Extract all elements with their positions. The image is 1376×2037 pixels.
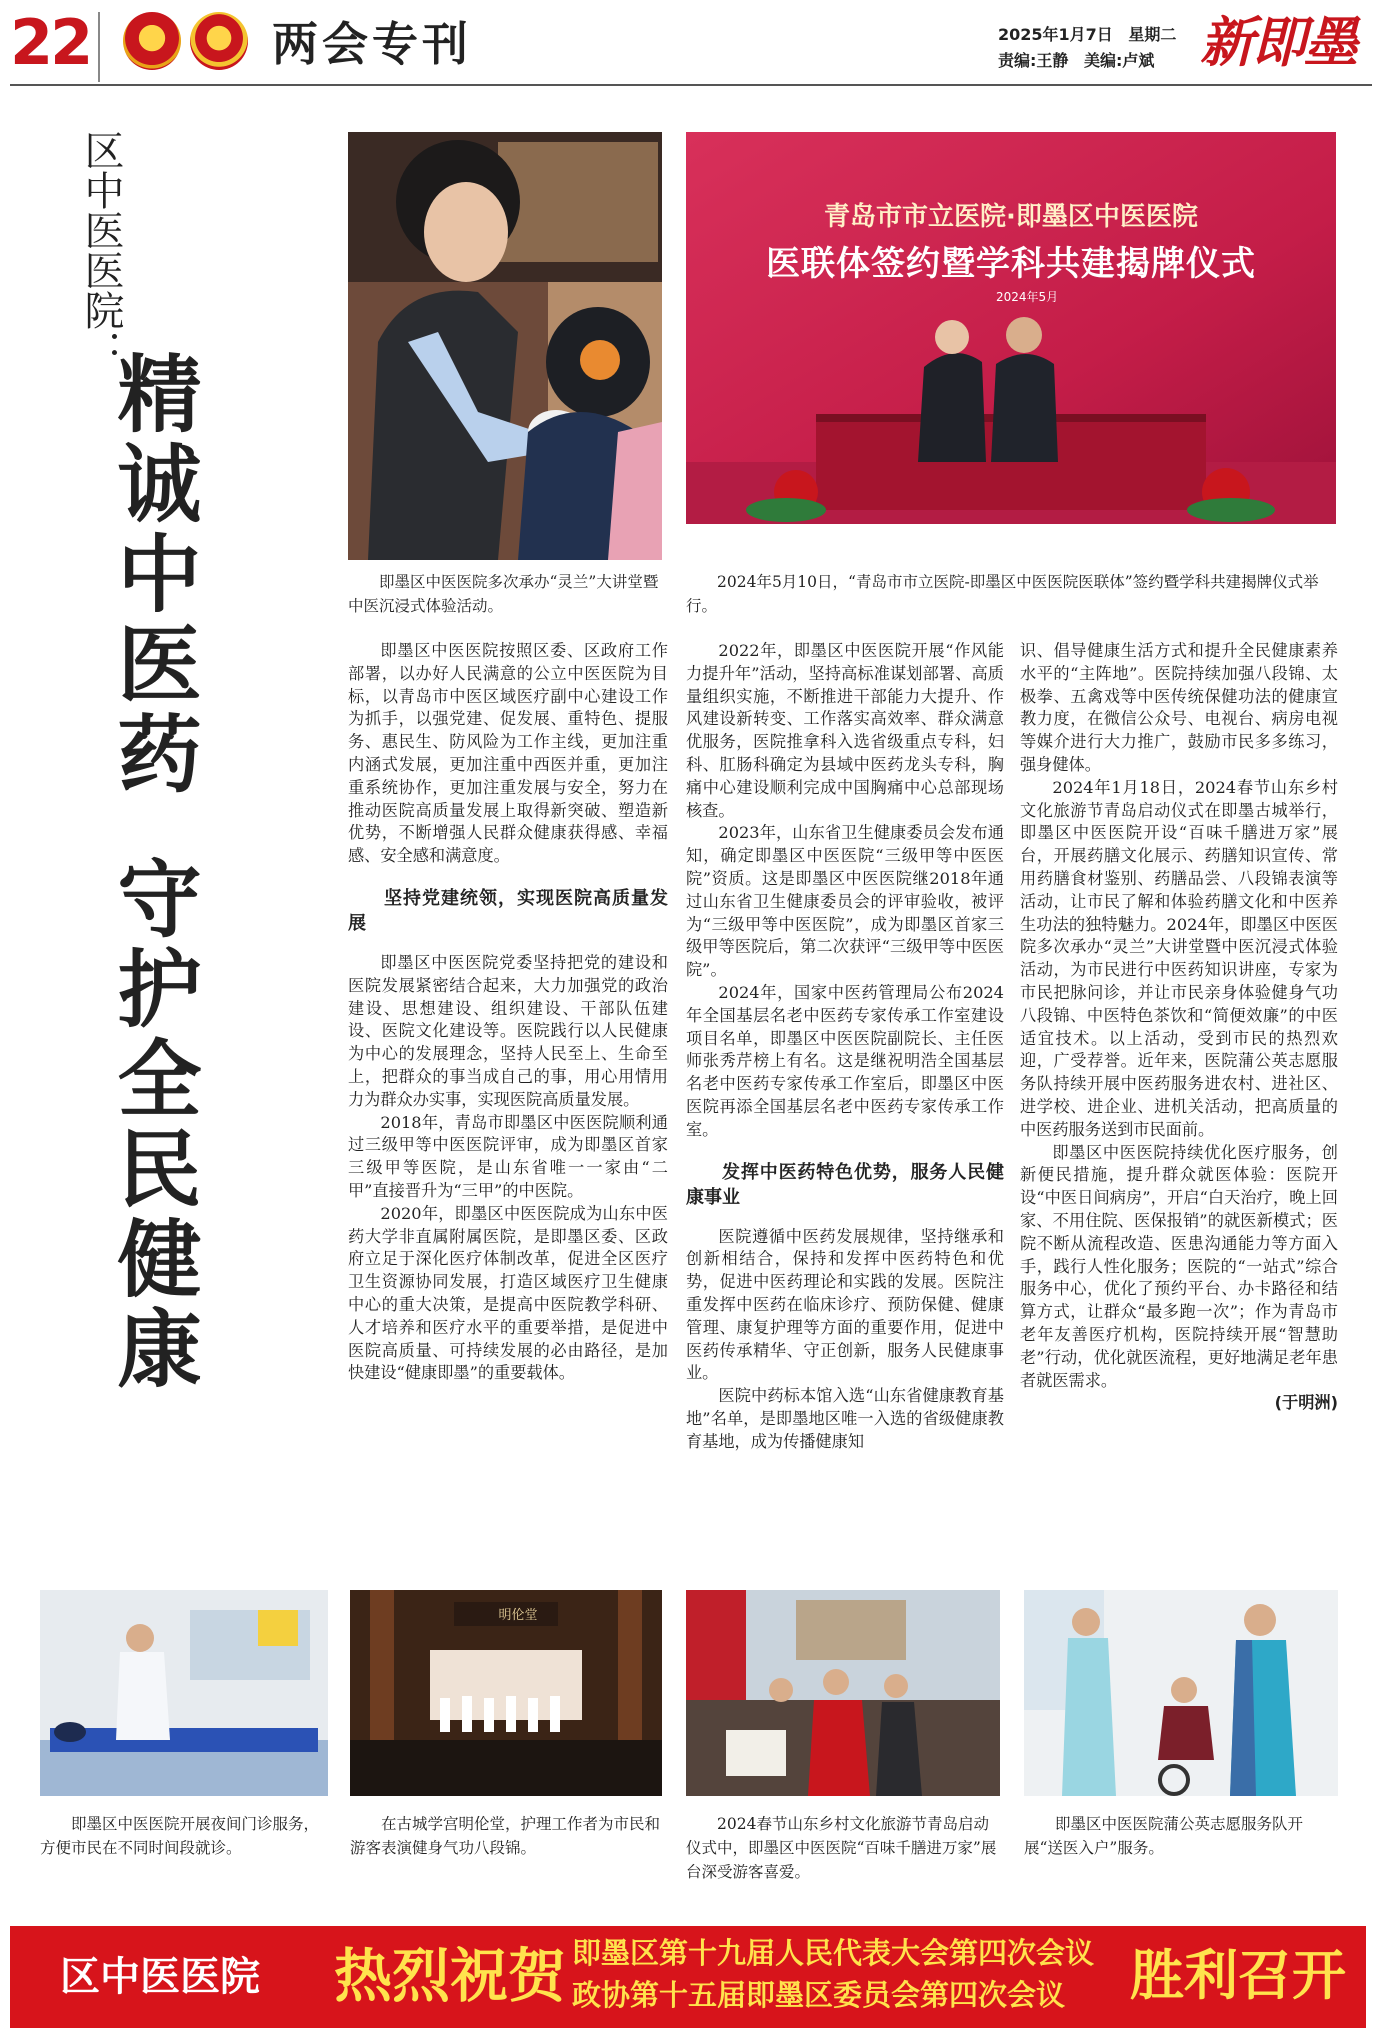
photo-caption-baduanjin: 在古城学宫明伦堂，护理工作者为市民和游客表演健身气功八段锦。: [350, 1815, 661, 1857]
editor-line: [998, 48, 1154, 71]
article-paragraph: 2018年，青岛市即墨区中医医院顺利通过三级甲等中医医院评审，成为即墨区首家三级甲等医院，是山东省唯一一家由“二甲”直接晋升为“三甲”的中医院。: [348, 1112, 668, 1200]
photo-caption-festival: 2024春节山东乡村文化旅游节青岛启动仪式中，即墨区中医医院“百味千膳进万家”展台深受游客喜爱。: [686, 1815, 997, 1881]
section-heading-party: 坚持党建统领，实现医院高质量发展: [348, 887, 668, 934]
article-author: (于明洲): [1274, 1393, 1338, 1413]
masthead-logo: 新即墨: [1200, 10, 1356, 74]
article-paragraph: 2024年，国家中医药管理局公布2024年全国基层名老中医药专家传承工作室建设项目名单，即墨区中医医院副院长、主任医师张秀芹榜上有名。这是继祝明浩全国基层名老中医药专家传承工作室后，即墨区中医医院再添全国基层名老中医药专家传承工作室。: [686, 982, 1004, 1139]
article-paragraph: 即墨区中医医院持续优化医疗服务，创新便民措施，提升群众就医体验：医院开设“中医日间病房”，开启“白天治疗，晚上回家、不用住院、医保报销”的就医新模式；医院不断从流程改造、医患沟通能力等方面入手，践行人性化服务；医院的“一站式”综合服务中心，优化了预约平台、办卡路径和结算方式，让群众“最多跑一次”；作为青岛市老年友善医疗机构，医院持续开展“智慧助老”行动，优化就医流程，更好地满足老年患者就医需求。: [1020, 1142, 1338, 1390]
photo-home-visit: [1024, 1590, 1338, 1796]
banner-ceremony-title: 医联体签约暨学科共建揭牌仪式: [766, 244, 1256, 284]
article-paragraph: 2022年，即墨区中医医院开展“作风能力提升年”活动，坚持高标准谋划部署、高质量组织实施，不断推进干部能力大提升、作风建设新转变、工作落实高效率、群众满意优服务，医院推拿科入选省级重点专科，妇科、肛肠科确定为县域中医药龙头专科，胸痛中心建设顺利完成中国胸痛中心总部现场核查。: [686, 641, 1004, 820]
photo-night-clinic: [40, 1590, 328, 1796]
photo-lingan-lecture: [348, 132, 662, 560]
article-paragraph: 2024年1月18日，2024春节山东乡村文化旅游节青岛启动仪式在即墨古城举行，即墨区中医医院开设“百味千膳进万家”展台，开展药膳文化展示、药膳知识宣传、常用药膳食材鉴别、药膳品尝、八段锦表演等活动，让市民了解和体验药膳文化和中医养生功法的独特魅力。2024年，即墨区中医医院多次承办“灵兰”大讲堂暨中医沉浸式体验活动，为市民进行中医药知识讲座，专家为市民把脉问诊，并让市民亲身体验健身气功八段锦、中医特色茶饮和“简便效廉”的中医适宜技术。以上活动，受到市民的热烈欢迎，广受荐誉。近年来，医院蒲公英志愿服务队持续开展中医药服务进农村、进社区、进学校、进企业、进机关活动，把高质量的中医药服务送到市民面前。: [1020, 777, 1338, 1139]
article-intro: 即墨区中医医院按照区委、区政府工作部署，以办好人民满意的公立中医医院为目标，以青岛市中医区域医疗副中心建设工作为抓手，以强党建、促发展、重特色、提服务、惠民生、防风险为工作主线，更加注重内涵式发展，更加注重中西医并重，更加注重系统协作，更加注重发展与安全，努力在推动医院高质量发展上取得新突破、塑造新优势，不断增强人民群众健康获得感、幸福感、安全感和满意度。: [348, 641, 668, 866]
headline-subtitle: 区中医医院：: [78, 130, 124, 370]
issue-date-line: [998, 22, 1176, 45]
banner-hospital-names: 青岛市市立医院·即墨区中医医院: [824, 202, 1198, 232]
photo-caption-night-clinic: 即墨区中医医院开展夜间门诊服务，方便市民在不同时间段就诊。: [40, 1815, 320, 1857]
section-title: 两会专刊: [272, 17, 472, 71]
banner-hospital: 区中医医院: [60, 1954, 260, 2000]
article-paragraph: 即墨区中医医院党委坚持把党的建设和医院发展紧密结合起来，大力加强党的政治建设、思想建设、组织建设、干部队伍建设、医院文化建设等。医院践行以人民健康为中心的发展理念，坚持人民至上、生命至上，把群众的事当成自己的事，用心用情用力为群众办实事，实现医院高质量发展。: [348, 952, 668, 1109]
sign-minglun-hall: 明伦堂: [498, 1608, 538, 1623]
issue-date: 2025年1月7日: [998, 25, 1113, 44]
national-emblem-icon: [123, 12, 181, 70]
headline-line1: 精诚中医药: [104, 350, 202, 800]
photo-caption-lingan: 即墨区中医医院多次承办“灵兰”大讲堂暨中医沉浸式体验活动。: [348, 573, 659, 615]
photo-caption-signing: 2024年5月10日，“青岛市市立医院-即墨区中医医院医联体”签约暨学科共建揭牌仪式举行。: [686, 573, 1319, 615]
article-column-1: [348, 640, 668, 1385]
page-number: 22: [10, 6, 91, 79]
banner-ceremony-date: 2024年5月: [996, 290, 1059, 304]
article-column-2: [686, 640, 1004, 1454]
banner-success: 胜利召开: [1130, 1944, 1346, 2007]
section-heading-tcm: 发挥中医药特色优势，服务人民健康事业: [686, 1161, 1004, 1208]
article-paragraph: 2020年，即墨区中医医院成为山东中医药大学非直属附属医院，是即墨区委、区政府立足于深化医疗体制改革，促进全区医疗卫生资源协同发展，打造区域医疗卫生健康中心的重大决策，是提高中医院教学科研、人才培养和医疗水平的重要举措，是促进中医院高质量、可持续发展的必由路径，是加快建设“健康即墨”的重要载体。: [348, 1203, 668, 1383]
article-paragraph: 医院遵循中医药发展规律，坚持继承和创新相结合，保持和发挥中医药特色和优势，促进中医药理论和实践的发展。医院注重发挥中医药在临床诊疗、预防保健、健康管理、康复护理等方面的重要作用，促进中医药传承精华、守正创新，服务人民健康事业。: [686, 1226, 1004, 1383]
cppcc-emblem-icon: [190, 12, 248, 70]
editor: 责编:王静: [998, 51, 1069, 70]
article-paragraph: 医院中药标本馆入选“山东省健康教育基地”名单，是即墨地区唯一入选的省级健康教育基地，成为传播健康知: [686, 1386, 1004, 1451]
banner-congress-line1: 即墨区第十九届人民代表大会第四次会议: [572, 1936, 1095, 1970]
banner-congress-line2: 政协第十五届即墨区委员会第四次会议: [572, 1978, 1066, 2012]
headline-line2: 守护全民健康: [104, 855, 202, 1395]
photo-signing-ceremony: [686, 132, 1336, 524]
header-rule: [10, 84, 1372, 86]
banner-congrats: 热烈祝贺: [334, 1942, 567, 2010]
designer: 美编:卢斌: [1083, 51, 1155, 70]
article-paragraph: 识、倡导健康生活方式和提升全民健康素养水平的“主阵地”。医院持续加强八段锦、太极拳、五禽戏等中医传统保健功法的健康宣教力度，在微信公众号、电视台、病房电视等媒介进行大力推广，鼓励市民多多练习，强身健体。: [1020, 641, 1338, 774]
header-divider: [98, 12, 100, 82]
issue-weekday: 星期二: [1128, 25, 1177, 44]
photo-festival-booth: [686, 1590, 1000, 1796]
photo-caption-home-visit: 即墨区中医医院蒲公英志愿服务队开展“送医入户”服务。: [1024, 1815, 1304, 1857]
article-paragraph: 2023年，山东省卫生健康委员会发布通知，确定即墨区中医医院“三级甲等中医医院”资质。这是即墨区中医医院继2018年通过山东省卫生健康委员会的评审验收，被评为“三级甲等中医医院”，成为即墨区首家三级甲等医院后，第二次获评“三级甲等中医医院”。: [686, 823, 1004, 980]
article-column-3: [1020, 640, 1338, 1415]
